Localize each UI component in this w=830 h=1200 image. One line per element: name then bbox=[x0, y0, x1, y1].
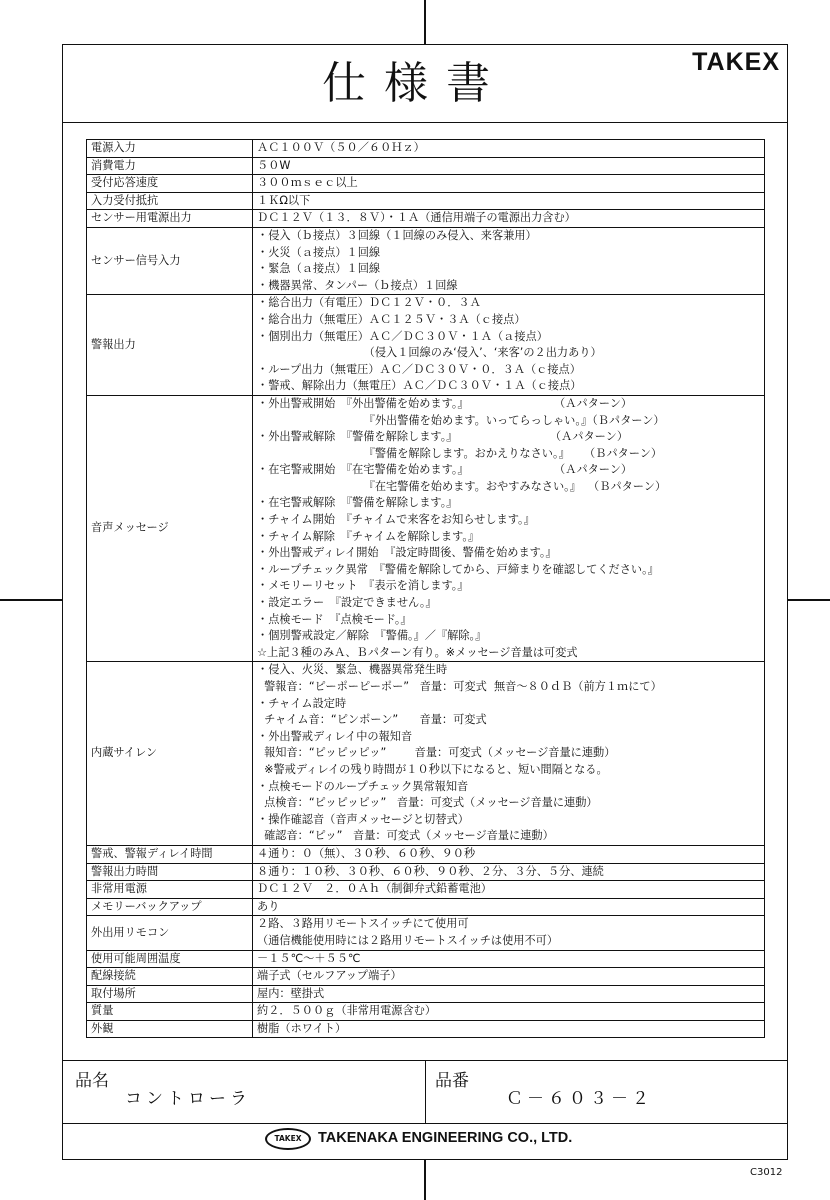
spec-value-line: （通信機能使用時には２路用リモートスイッチは使用不可） bbox=[257, 933, 559, 947]
spec-value-line: ・チャイム開始 『チャイムで来客をお知らせします。』 bbox=[257, 513, 535, 527]
spec-row bbox=[87, 227, 765, 294]
spec-row bbox=[87, 985, 765, 1003]
spec-row bbox=[87, 845, 765, 863]
spec-value-line: 『外出警備を始めます。いってらっしゃい。』（Ｂパターン） bbox=[257, 413, 665, 427]
spec-value bbox=[253, 175, 765, 193]
spec-value-line: 確認音：“ピッ” 音量：可変式（メッセージ音量に連動） bbox=[257, 829, 554, 843]
spec-value bbox=[253, 1020, 765, 1038]
spec-row bbox=[87, 295, 765, 396]
spec-value-line: ５０W bbox=[257, 158, 291, 172]
spec-value bbox=[253, 863, 765, 881]
spec-value-line: ・個別出力（無電圧）ＡＣ／ＤＣ３０Ｖ・１Ａ（ａ接点） bbox=[257, 329, 548, 343]
spec-value-line: 『在宅警備を始めます。おやすみなさい。』 （Ｂパターン） bbox=[257, 479, 667, 493]
spec-label: 質量 bbox=[87, 1003, 253, 1021]
spec-value-line: ・在宅警戒開始 『在宅警備を始めます。』 （Ａパターン） bbox=[257, 463, 633, 477]
spec-value bbox=[253, 898, 765, 916]
company-logo-icon: TAKEX bbox=[265, 1128, 311, 1150]
product-code: Ｃ－６０３－２ bbox=[506, 1089, 653, 1109]
spec-label: 警戒、警報ディレイ時間 bbox=[87, 845, 253, 863]
spec-label: 外観 bbox=[87, 1020, 253, 1038]
spec-value-line: ・侵入（ｂ接点）３回線（１回線のみ侵入、来客兼用） bbox=[257, 228, 537, 242]
spec-value-line: ・緊急（ａ接点）１回線 bbox=[257, 262, 381, 276]
spec-value-line: （侵入１回線のみ‘侵入’、‘来客’の２出力あり） bbox=[257, 346, 602, 360]
footer-vertical-divider bbox=[425, 1060, 426, 1123]
spec-row bbox=[87, 1003, 765, 1021]
product-name: コントローラ bbox=[125, 1089, 251, 1109]
spec-value-line: ・操作確認音（音声メッセージと切替式） bbox=[257, 812, 469, 826]
company-name: TAKENAKA ENGINEERING CO., LTD. bbox=[318, 1130, 573, 1146]
spec-value-line: １ＫΩ以下 bbox=[257, 193, 311, 207]
spec-label: 外出用リモコン bbox=[87, 916, 253, 950]
spec-value bbox=[253, 881, 765, 899]
spec-value bbox=[253, 210, 765, 228]
spec-row bbox=[87, 863, 765, 881]
spec-value-line: ＤＣ１２Ｖ ２．０Ａｈ（制御弁式鉛蓄電池） bbox=[257, 882, 492, 896]
spec-value-line: ・警戒、解除出力（無電圧）ＡＣ／ＤＣ３０Ｖ・１Ａ（ｃ接点） bbox=[257, 379, 582, 393]
spec-label: 音声メッセージ bbox=[87, 395, 253, 662]
spec-row bbox=[87, 140, 765, 158]
spec-label: 取付場所 bbox=[87, 985, 253, 1003]
spec-value-line: ・外出警戒解除 『警備を解除します。』 （Ａパターン） bbox=[257, 430, 629, 444]
spec-value-line: ４通り：０（無）、３０秒、６０秒、９０秒 bbox=[257, 846, 476, 860]
spec-value-line: チャイム音：“ピンポーン” 音量：可変式 bbox=[257, 713, 487, 727]
spec-value-line: ・チャイム解除 『チャイムを解除します。』 bbox=[257, 529, 480, 543]
product-name-label: 品名 bbox=[75, 1071, 109, 1091]
spec-value-line: ・総合出力（有電圧）ＤＣ１２Ｖ・０．３Ａ bbox=[257, 296, 481, 310]
spec-value bbox=[253, 140, 765, 158]
spec-label: 入力受付抵抗 bbox=[87, 192, 253, 210]
spec-value-line: 約２．５００ｇ（非常用電源含む） bbox=[257, 1004, 437, 1018]
spec-label: 警報出力時間 bbox=[87, 863, 253, 881]
spec-value-line: ８通り：１０秒、３０秒、６０秒、９０秒、２分、３分、５分、連続 bbox=[257, 864, 604, 878]
spec-value bbox=[253, 395, 765, 662]
spec-label: 配線接続 bbox=[87, 968, 253, 986]
spec-value-line: ・外出警戒ディレイ中の報知音 bbox=[257, 729, 413, 743]
spec-value-line: ・ループ出力（無電圧）ＡＣ／ＤＣ３０Ｖ・０．３Ａ（ｃ接点） bbox=[257, 362, 581, 376]
spec-value-line: ２路、３路用リモートスイッチにて使用可 bbox=[257, 917, 469, 931]
spec-label: 電源入力 bbox=[87, 140, 253, 158]
brand-logo: TAKEX bbox=[692, 48, 780, 76]
spec-label: 警報出力 bbox=[87, 295, 253, 396]
spec-value-line: ・点検モードのループチェック異常報知音 bbox=[257, 779, 469, 793]
spec-value bbox=[253, 192, 765, 210]
spec-value-line: ・メモリーリセット 『表示を消します。』 bbox=[257, 579, 469, 593]
document-code: C3012 bbox=[750, 1167, 783, 1178]
spec-value-line: ・個別警戒設定／解除 『警備。』／『解除。』 bbox=[257, 629, 487, 643]
spec-value-line: ・外出警戒ディレイ開始 『設定時間後、警備を始めます。』 bbox=[257, 546, 557, 560]
spec-value-line: ＡＣ１００Ｖ（５０／６０Ｈｚ） bbox=[257, 141, 425, 154]
spec-row bbox=[87, 157, 765, 175]
spec-label: センサー信号入力 bbox=[87, 227, 253, 294]
spec-value bbox=[253, 157, 765, 175]
spec-value-line: ３００ｍｓｅｃ以上 bbox=[257, 176, 358, 190]
spec-label: 使用可能周囲温度 bbox=[87, 950, 253, 968]
spec-value-line: ※警戒ディレイの残り時間が１０秒以下になると、短い間隔となる。 bbox=[257, 762, 608, 776]
spec-value-line: 端子式（セルフアップ端子） bbox=[257, 969, 402, 983]
spec-value bbox=[253, 845, 765, 863]
spec-row bbox=[87, 192, 765, 210]
spec-value bbox=[253, 985, 765, 1003]
header-divider bbox=[62, 122, 788, 123]
spec-value-line: ・ループチェック異常 『警備を解除してから、戸締まりを確認してください。』 bbox=[257, 562, 659, 576]
spec-row bbox=[87, 210, 765, 228]
spec-value-line: ・設定エラー 『設定できません。』 bbox=[257, 596, 437, 610]
spec-value-line: ・侵入、火災、緊急、機器異常発生時 bbox=[257, 663, 448, 677]
spec-value-line: ・総合出力（無電圧）ＡＣ１２５Ｖ・３Ａ（ｃ接点） bbox=[257, 312, 526, 326]
spec-row bbox=[87, 881, 765, 899]
spec-value bbox=[253, 916, 765, 950]
spec-row bbox=[87, 1020, 765, 1038]
spec-label: 内蔵サイレン bbox=[87, 662, 253, 846]
crop-mark-bottom bbox=[424, 1160, 426, 1200]
spec-label: 受付応答速度 bbox=[87, 175, 253, 193]
spec-table bbox=[86, 139, 765, 1038]
spec-row bbox=[87, 395, 765, 662]
crop-mark-left bbox=[0, 599, 62, 601]
spec-value bbox=[253, 1003, 765, 1021]
spec-label: メモリーバックアップ bbox=[87, 898, 253, 916]
spec-row bbox=[87, 916, 765, 950]
spec-value-line: 報知音：“ピッピッピッ” 音量：可変式（メッセージ音量に連動） bbox=[257, 746, 616, 760]
product-code-label: 品番 bbox=[435, 1071, 469, 1091]
page-title: 仕様書 bbox=[322, 58, 508, 109]
spec-value-line: ＤＣ１２Ｖ（１３．８Ｖ）・１Ａ（通信用端子の電源出力含む） bbox=[257, 211, 576, 225]
spec-value-line: 『警備を解除します。おかえりなさい。』 （Ｂパターン） bbox=[257, 446, 663, 460]
spec-value-line: 屋内：壁掛式 bbox=[257, 986, 325, 1000]
spec-value-line: ・機器異常、タンパー（ｂ接点）１回線 bbox=[257, 278, 458, 292]
spec-value-line: 点検音：“ピッピッピッ” 音量：可変式（メッセージ音量に連動） bbox=[257, 796, 598, 810]
spec-row bbox=[87, 950, 765, 968]
spec-row bbox=[87, 898, 765, 916]
spec-value bbox=[253, 950, 765, 968]
spec-value-line: ・在宅警戒解除 『警備を解除します。』 bbox=[257, 496, 458, 510]
spec-value-line: ・火災（ａ接点）１回線 bbox=[257, 245, 381, 259]
spec-value bbox=[253, 295, 765, 396]
spec-value-line: ☆上記３種のみＡ、Ｂパターン有り。※メッセージ音量は可変式 bbox=[257, 645, 578, 659]
spec-value-line: あり bbox=[257, 899, 280, 913]
spec-value bbox=[253, 968, 765, 986]
spec-value-line: ・チャイム設定時 bbox=[257, 696, 347, 710]
spec-row bbox=[87, 968, 765, 986]
crop-mark-right bbox=[788, 599, 830, 601]
spec-row bbox=[87, 662, 765, 846]
spec-value bbox=[253, 227, 765, 294]
spec-value-line: ・外出警戒開始 『外出警備を始めます。』 （Ａパターン） bbox=[257, 396, 633, 410]
crop-mark-top bbox=[424, 0, 426, 44]
footer-divider-bottom bbox=[62, 1123, 788, 1124]
spec-value-line: ・点検モード 『点検モード。』 bbox=[257, 612, 412, 626]
spec-label: センサー用電源出力 bbox=[87, 210, 253, 228]
spec-label: 消費電力 bbox=[87, 157, 253, 175]
spec-value bbox=[253, 662, 765, 846]
spec-row bbox=[87, 175, 765, 193]
spec-label: 非常用電源 bbox=[87, 881, 253, 899]
spec-value-line: 警報音：“ピーポーピーポー” 音量：可変式 無音～８０ｄＢ（前方１ｍにて） bbox=[257, 680, 662, 693]
spec-value-line: 樹脂（ホワイト） bbox=[257, 1021, 347, 1035]
spec-value-line: －１５℃～＋５５℃ bbox=[257, 951, 361, 965]
